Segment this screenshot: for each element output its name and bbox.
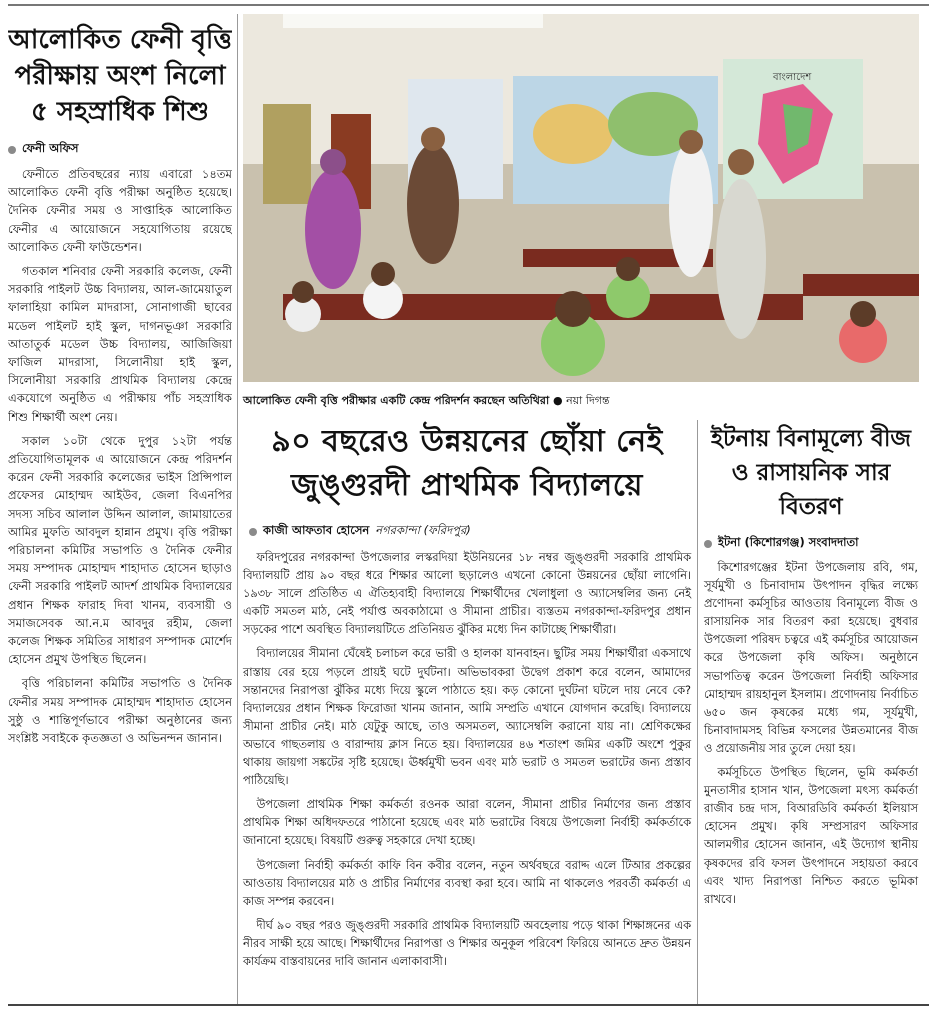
bottom-rule (8, 1004, 929, 1006)
caption-text: আলোকিত ফেনী বৃত্তি পরীক্ষার একটি কেন্দ্র পরিদর্শন করছেন অতিথিরা (243, 394, 550, 407)
left-byline-text: ফেনী অফিস (22, 141, 79, 155)
left-byline (8, 140, 232, 159)
left-paragraph: ফেনীতে প্রতিবছরের ন্যায় এবারো ১৪তম আলোকিত ফেনী বৃত্তি পরীক্ষা অনুষ্ঠিত হয়েছে। দৈনিক ফেনীর সময় ও সাপ্তাহিক আলোকিত ফেনীর এ আয়োজনে সহযোগিতায় রয়েছে আলোকিত ফেনী ফাউন্ডেশন। (8, 167, 232, 254)
main-paragraph: উপজেলা নির্বাহী কর্মকর্তা কাফি বিন কবীর বলেন, নতুন অর্থবছরে বরাদ্দ এলে টিআর প্রকল্পের আওতায় বিদ্যালয়ের মাঠ ও প্রাচীর নির্মাণের ব্যবস্থা করা হবে। আমি না থাকলেও পরবর্তী কর্মকর্তা এ কাজ সম্পন্ন করবেন। (243, 858, 691, 908)
main-byline (249, 522, 691, 541)
left-paragraph: বৃত্তি পরিচালনা কমিটির সভাপতি ও দৈনিক ফেনীর সময় সম্পাদক মোহাম্মদ শাহাদাত হোসেন সুষ্ঠু ও শান্তিপূর্ণভাবে পরীক্ষা অনুষ্ঠানের জন্য সংশ্লিষ্ট সবাইকে কৃতজ্ঞতা ও অভিনন্দন জানান। (8, 676, 232, 746)
main-paragraph: ফরিদপুরের নগরকান্দা উপজেলার লস্করদিয়া ইউনিয়নের ১৮ নম্বর জুঙ্গুরদী সরকারি প্রাথমিক বিদ্যালয়টি প্রায় ৯০ বছর ধরে শিক্ষার আলো ছড়ালেও এখনো কোনো উন্নয়নের ছোঁয়া লাগেনি। ১৯৩৮ সালে প্রতিষ্ঠিত এ ঐতিহ্যবাহী বিদ্যালয়ে শিক্ষার্থীদের খেলাধুলা ও অ্যাসেম্বলির জন্য নেই একটি সমতল মাঠ, নেই পর্যাপ্ত অবকাঠামো ও সীমানা প্রাচীর। ব্যস্ততম নগরকান্দা-ফরিদপুর প্রধান সড়কের পাশে অবস্থিত বিদ্যালয়টিতে প্রতিনিয়ত ঝুঁকির মধ্যে দিন কাটাচ্ছে শিক্ষার্থীরা। (243, 551, 691, 637)
bullet-icon (8, 146, 16, 154)
right-paragraph: কর্মসূচিতে উপস্থিত ছিলেন, ভূমি কর্মকর্তা মুনতাসীর হাসান খান, উপজেলা মৎস্য কর্মকর্তা রাজীব চন্দ্র দাস, বিআরডিবি কর্মকর্তা ইলিয়াস হোসেন প্রমুখ। কৃষি সম্প্রসারণ অফিসার আলমগীর হোসেন জানান, এই উদ্যোগ স্থানীয় কৃষকদের রবি ফসল উৎপাদনে সহায়তা করবে এবং খাদ্য নিরাপত্তা নিশ্চিত করতে ভূমিকা রাখবে। (704, 766, 918, 906)
main-paragraph: বিদ্যালয়ের সীমানা ঘেঁষেই চলাচল করে ভারী ও হালকা যানবাহন। ছুটির সময় শিক্ষার্থীরা একসাথে রাস্তায় বের হয়ে পড়লে প্রায়ই ঘটে দুর্ঘটনা। অভিভাবকরা উদ্বেগ প্রকাশ করে বলেন, আমাদের সন্তানদের নিরাপত্তা ঝুঁকির মধ্যে দিয়ে স্কুলে পাঠাতে হয়। কড় কোনো দুর্ঘটনা ঘটলে দায় নেবে কে? বিদ্যালয়ের প্রধান শিক্ষক ফিরোজা খানম জানান, আমি সম্প্রতি এখানে যোগদান করেছি। বিদ্যালয়ে সীমানা প্রাচীর নেই। মাঠ যেটুকু আছে, তাও অসমতল, অ্যাসেম্বলি করানো যায় না। শ্রেণিকক্ষের অভাবে গাছতলায় ও বারান্দায় ক্লাস নিতে হয়। বিদ্যালয়ের ৪৬ শতাংশ জমির একটি অংশে পুকুর থাকায় জায়গা সঙ্কটের সৃষ্টি হয়েছে। ঊর্ধ্বমুখী ভবন এবং মাঠ ভরাট ও সমতল ভরাটের জন্য প্রস্তাব পাঠিয়েছি। (243, 647, 691, 788)
classroom-photo-illustration (243, 14, 919, 382)
main-author: কাজী আফতাব হোসেন (263, 523, 370, 537)
column-divider (237, 14, 238, 1004)
right-byline (704, 534, 918, 553)
right-byline-text: ইটনা (কিশোরগঞ্জ) সংবাদদাতা (718, 535, 859, 549)
left-paragraph: সকাল ১০টা থেকে দুপুর ১২টা পর্যন্ত প্রতিযোগিতামূলক এ আয়োজনে কেন্দ্র পরিদর্শন করেন ফেনী সরকারি কলেজের ভাইস প্রিন্সিপাল প্রফেসর মোহাম্মদ আইউব, জেলা বিএনপির সদস্য সচিব আলাল উদ্দিন আলাল, জামায়াতের আমির মুফতি আবদুল হান্নান প্রমুখ। বৃত্তি পরীক্ষা পরিচালনা কমিটির সভাপতি ও দৈনিক ফেনীর সময় সম্পাদক মোহাম্মদ শাহাদাত হোসেন ছাড়াও ফেনী সরকারি পাইলট আদর্শ প্রাথমিক বিদ্যালয়ের প্রধান শিক্ষক ফারাহ দিবা খানম, ব্যবসায়ী ও সমাজসেবক আ.ন.ম আবদুর রহীম, জেলা কলেজ শিক্ষক সমিতির সাধারণ সম্পাদক মোর্শেদ হোসেন প্রমুখ উপস্থিত ছিলেন। (8, 433, 232, 667)
top-rule (8, 4, 929, 6)
bullet-icon (704, 540, 712, 548)
bullet-icon (249, 528, 257, 536)
main-article (243, 420, 691, 977)
right-headline: ইটনায় বিনামূল্যে বীজ ও রাসায়নিক সার বিতরণ (710, 425, 911, 520)
right-article (704, 420, 918, 915)
main-paragraph: উপজেলা প্রাথমিক শিক্ষা কর্মকর্তা রওনক আরা বলেন, সীমানা প্রাচীর নির্মাণের জন্য প্রস্তাব প্রাথমিক শিক্ষা অধিদফতরে পাঠানো হয়েছে এবং মাঠ ভরাটের বিষয়ে উপজেলা নির্বাহী কর্মকর্তাকে জানানো হয়েছে। বিষয়টি গুরুত্ব সহকারে দেখা হচ্ছে। (243, 798, 691, 848)
map-label: বাংলাদেশ (773, 72, 812, 83)
photo-credit: নয়া দিগন্ত (566, 394, 610, 407)
main-headline-line2: জুঙ্গুরদী প্রাথমিক বিদ্যালয়ে (291, 468, 643, 503)
main-place: নগরকান্দা (ফরিদপুর) (375, 523, 471, 537)
main-paragraph: দীর্ঘ ৯০ বছর পরও জুঙ্গুরদী সরকারি প্রাথমিক বিদ্যালয়টি অবহেলায় পড়ে থাকা শিক্ষাঙ্গনের এক নীরব সাক্ষী হয়ে আছে। শিক্ষার্থীদের নিরাপত্তা ও শিক্ষার অনুকূল পরিবেশ ফিরিয়ে আনতে দ্রুত উন্নয়ন কার্যক্রম বাস্তবায়নের দাবি জানান এলাকাবাসী। (243, 918, 691, 968)
photo-caption: আলোকিত ফেনী বৃত্তি পরীক্ষার একটি কেন্দ্র পরিদর্শন করছেন অতিথিরা ● নয়া দিগন্ত (243, 394, 610, 407)
left-paragraph: গতকাল শনিবার ফেনী সরকারি কলেজ, ফেনী সরকারি পাইলট উচ্চ বিদ্যালয়, আল-জামেয়াতুল ফালাহিয়া কামিল মাদরাসা, সোনাগাজী ছাবের মডেল পাইলট হাই স্কুল, দাগনভূঞা সরকারি আতাতুর্ক মডেল উচ্চ বিদ্যালয়, আজিজিয়া ফাজিল মাদরাসা, সিলোনীয়া হাই স্কুল, সিলোনীয়া সরকারি প্রাথমিক বিদ্যালয় কেন্দ্রে একযোগে অনুষ্ঠিত এ পরীক্ষায় পাঁচ সহস্রাধিক শিশু শিক্ষার্থী অংশ নেয়। (8, 264, 232, 424)
right-paragraph: কিশোরগঞ্জের ইটনা উপজেলায় রবি, গম, সূর্যমুখী ও চিনাবাদাম উৎপাদন বৃদ্ধির লক্ষ্যে প্রণোদনা কর্মসূচির আওতায় বিনামূল্যে বীজ ও রাসায়নিক সার বিতরণ করা হয়েছে। বুধবার উপজেলা পরিষদ চত্বরে এই কর্মসূচির আয়োজন করে উপজেলা কৃষি অফিস। অনুষ্ঠানে সভাপতিত্ব করেন উপজেলা নির্বাহী অফিসার মোহাম্মদ রায়হানুল ইসলাম। প্রণোদনায় নির্বাচিত ৬৫০ জন কৃষকের মধ্যে গম, সূর্যমুখী, চিনাবাদামসহ বিভিন্ন ফসলের উন্নতমানের বীজ ও প্রয়োজনীয় সার তুলে দেয়া হয়। (704, 561, 918, 755)
left-article (8, 14, 232, 1004)
left-headline: আলোকিত ফেনী বৃত্তি পরীক্ষায় অংশ নিলো ৫ সহস্রাধিক শিশু (8, 25, 232, 127)
column-divider (697, 420, 698, 1004)
news-photo (243, 14, 919, 382)
main-headline (243, 420, 691, 508)
main-headline-line1: ৯০ বছরেও উন্নয়নের ছোঁয়া নেই (271, 424, 663, 459)
